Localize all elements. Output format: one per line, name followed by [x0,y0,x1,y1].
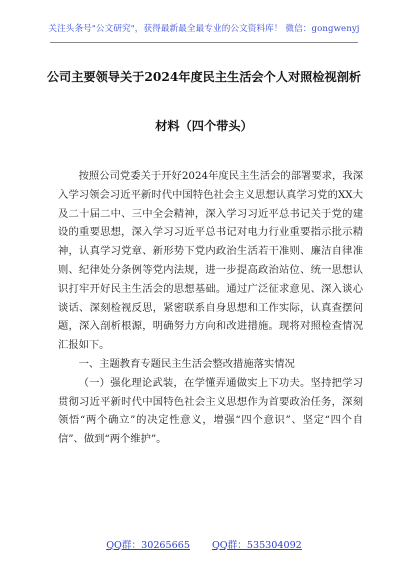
document-title-continued: 材料（四个带头） [155,119,253,133]
document-body [58,167,363,449]
intro-paragraph: 按照公司党委关于开好2024年度民主生活会的部署要求，我深入学习领会习近平新时代中国特色社会主义思想认真学习党的XX大及二十届二中、三中全会精神，深入学习习近平总书记关于党的建设的重要思想，深入学习习近平总书记对电力行业重要指示批示精神，认真学习党章、新形势下党内政治生活若干准则、廉洁自律准则、纪律处分条例等党内法规，进一步提高政治站位、统一思想认识打牢开好民主生活会的思想基础。通过广泛征求意见、深入谈心谈话、深刻检视反思，紧密联系自身思想和工作实际，认真查摆问题，深入剖析根源，明确努力方向和改进措施。现将对照检查情况汇报如下。 [58,170,363,352]
footer-contact [0,537,408,551]
subsection-paragraph [58,374,363,449]
header-banner: 关注头条号"公文研究"，获得最新最全最专业的公文资料库！ 微信：gongwenyj [48,24,360,34]
subsection-heading: （一）强化理论武装，在学懂弄通做实上下功夫。 [78,376,311,389]
subsection-text: 坚持把学习贯彻习近平新时代中国特色社会主义思想作为首要政治任务，深刻领悟“两个确立”的决定性意义，增强“四个意识”、坚定“四个自信”、做到“两个维护”。 [58,376,364,446]
qq-group-2[interactable]: QQ群：535304092 [211,540,302,551]
header-divider [50,42,358,43]
section-heading: 一、主题教育专题民主生活会整改措施落实情况 [78,357,295,370]
qq-group-1[interactable]: QQ群：30265665 [106,540,190,551]
document-title: 公司主要领导关于2024年度民主生活会个人对照检视剖析 [46,70,362,84]
